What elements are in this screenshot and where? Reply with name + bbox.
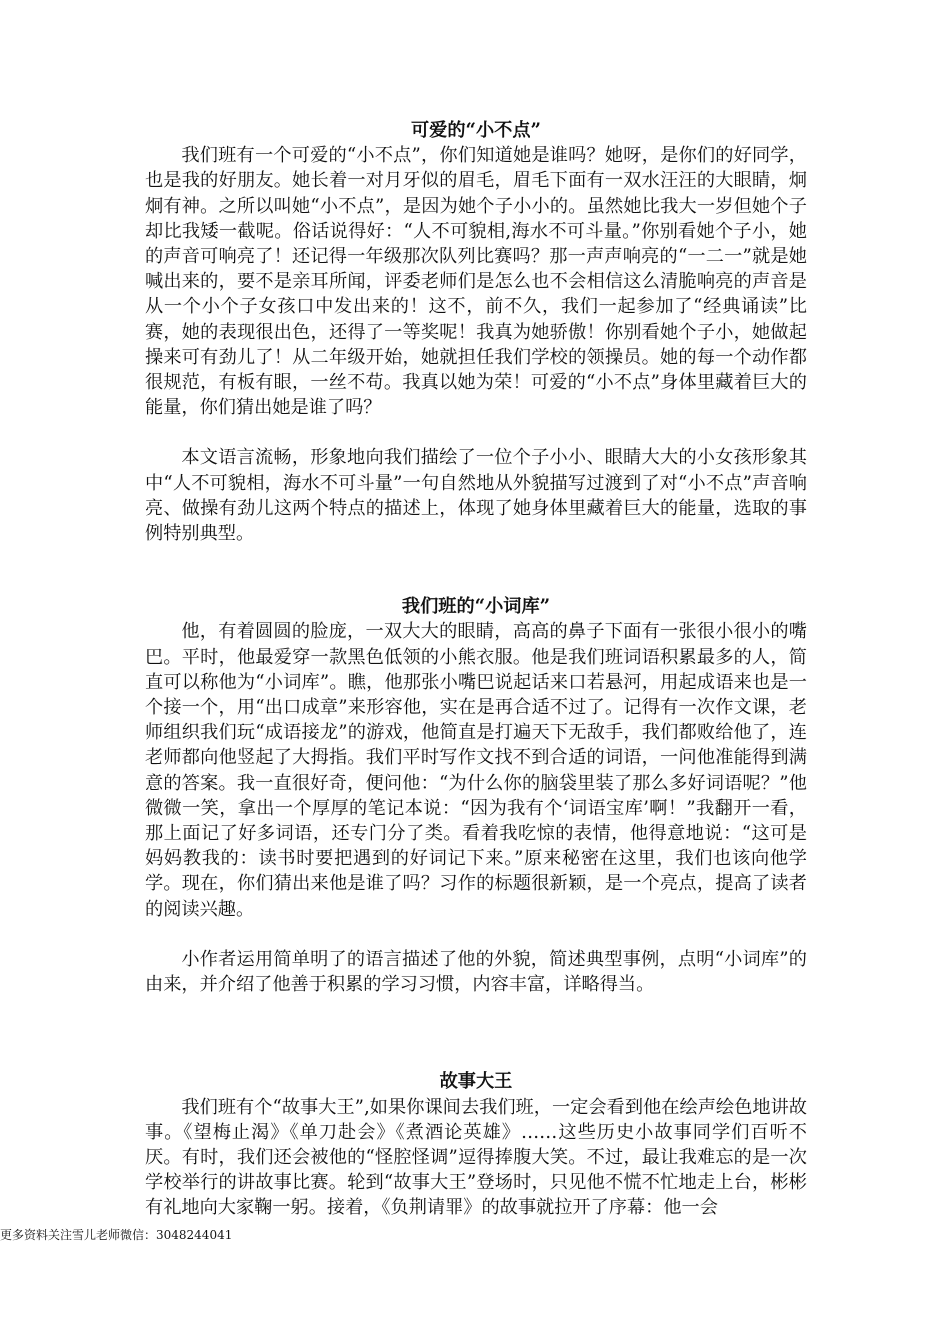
section-1-title: 可爱的“小不点” (410, 120, 542, 141)
section-1-comment: 本文语言流畅，形象地向我们描绘了一位个子小小、眼睛大大的小女孩形象其中“人不可貌相，海水不可斗量”一句自然地从外貌描写过渡到了对“小不点”声音响亮、做操有劲儿这两个特点的描述上，体现了她身体里藏着巨大的能量，选取的事例特别典型。 (145, 447, 807, 545)
document-content (145, 118, 807, 1221)
section-2-comment: 小作者运用简单明了的语言描述了他的外貌，简述典型事例，点明“小词库”的由来，并介绍了他善于积累的学习习惯，内容丰富，详略得当。 (145, 948, 807, 996)
section-2-title: 我们班的“小词库” (401, 596, 551, 618)
section-2-body: 他，有着圆圆的脸庞，一双大大的眼睛，高高的鼻子下面有一张很小很小的嘴巴。平时，他最爱穿一款黑色低领的小熊衣服。他是我们班词语积累最多的人，简直可以称他为“小词库”。瞧，他那张小嘴巴说起话来口若悬河，用起成语来也是一个接一个，用“出口成章”来形容他，实在是再合适不过了。记得有一次作文课，老师组织我们玩“成语接龙”的游戏，他简直是打遍天下无敌手，我们都败给他了，连老师都向他竖起了大拇指。我们平时写作文找不到合适的词语，一问他准能得到满意的答案。我一直很好奇，便问他：“为什么你的脑袋里装了那么多好词语呢？”他微微一笑，拿出一个厚厚的笔记本说：“因为我有个‘词语宝库’啊！”我翻开一看，那上面记了好多词语，还专门分了类。看着我吃惊的表情，他得意地说：“这可是妈妈教我的：读书时要把遇到的好词记下来。”原来秘密在这里，我们也该向他学学。现在，你们猜出来他是谁了吗？习作的标题很新颖，是一个亮点，提高了读者的阅读兴趣。 (145, 621, 807, 920)
footer-note: 更多资料关注雪儿老师微信：3048244041 (0, 1228, 233, 1242)
section-1-body: 我们班有一个可爱的“小不点”，你们知道她是谁吗？她呀，是你们的好同学，也是我的好朋友。她长着一对月牙似的眉毛，眉毛下面有一双水汪汪的大眼睛，炯炯有神。之所以叫她“小不点”，是因为她个子小小的。虽然她比我大一岁但她个子却比我矮一截呢。俗话说得好：“人不可貌相,海水不可斗量。”你别看她个子小，她的声音可响亮了！还记得一年级那次队列比赛吗？那一声声响亮的“一二一”就是她喊出来的，要不是亲耳所闻，评委老师们是怎么也不会相信这么清脆响亮的声音是从一个小个子女孩口中发出来的！这不，前不久，我们一起参加了“经典诵读”比赛，她的表现很出色，还得了一等奖呢！我真为她骄傲！你别看她个子小，她做起操来可有劲儿了！从二年级开始，她就担任我们学校的领操员。她的每一个动作都很规范，有板有眼，一丝不苟。我真以她为荣！可爱的“小不点”身体里藏着巨大的能量，你们猜出她是谁了吗？ (145, 145, 807, 419)
section-3-title: 故事大王 (439, 1071, 513, 1093)
section-3-body: 我们班有个“故事大王”,如果你课间去我们班，一定会看到他在绘声绘色地讲故事。《望梅止渴》《单刀赴会》《煮酒论英雄》……这些历史小故事同学们百听不厌。有时，我们还会被他的“怪腔怪调”逗得捧腹大笑。不过，最让我难忘的是一次学校举行的讲故事比赛。轮到“故事大王”登场时，只见他不慌不忙地走上台，彬彬有礼地向大家鞠一躬。接着，《负荆请罪》的故事就拉开了序幕：他一会 (145, 1096, 807, 1219)
